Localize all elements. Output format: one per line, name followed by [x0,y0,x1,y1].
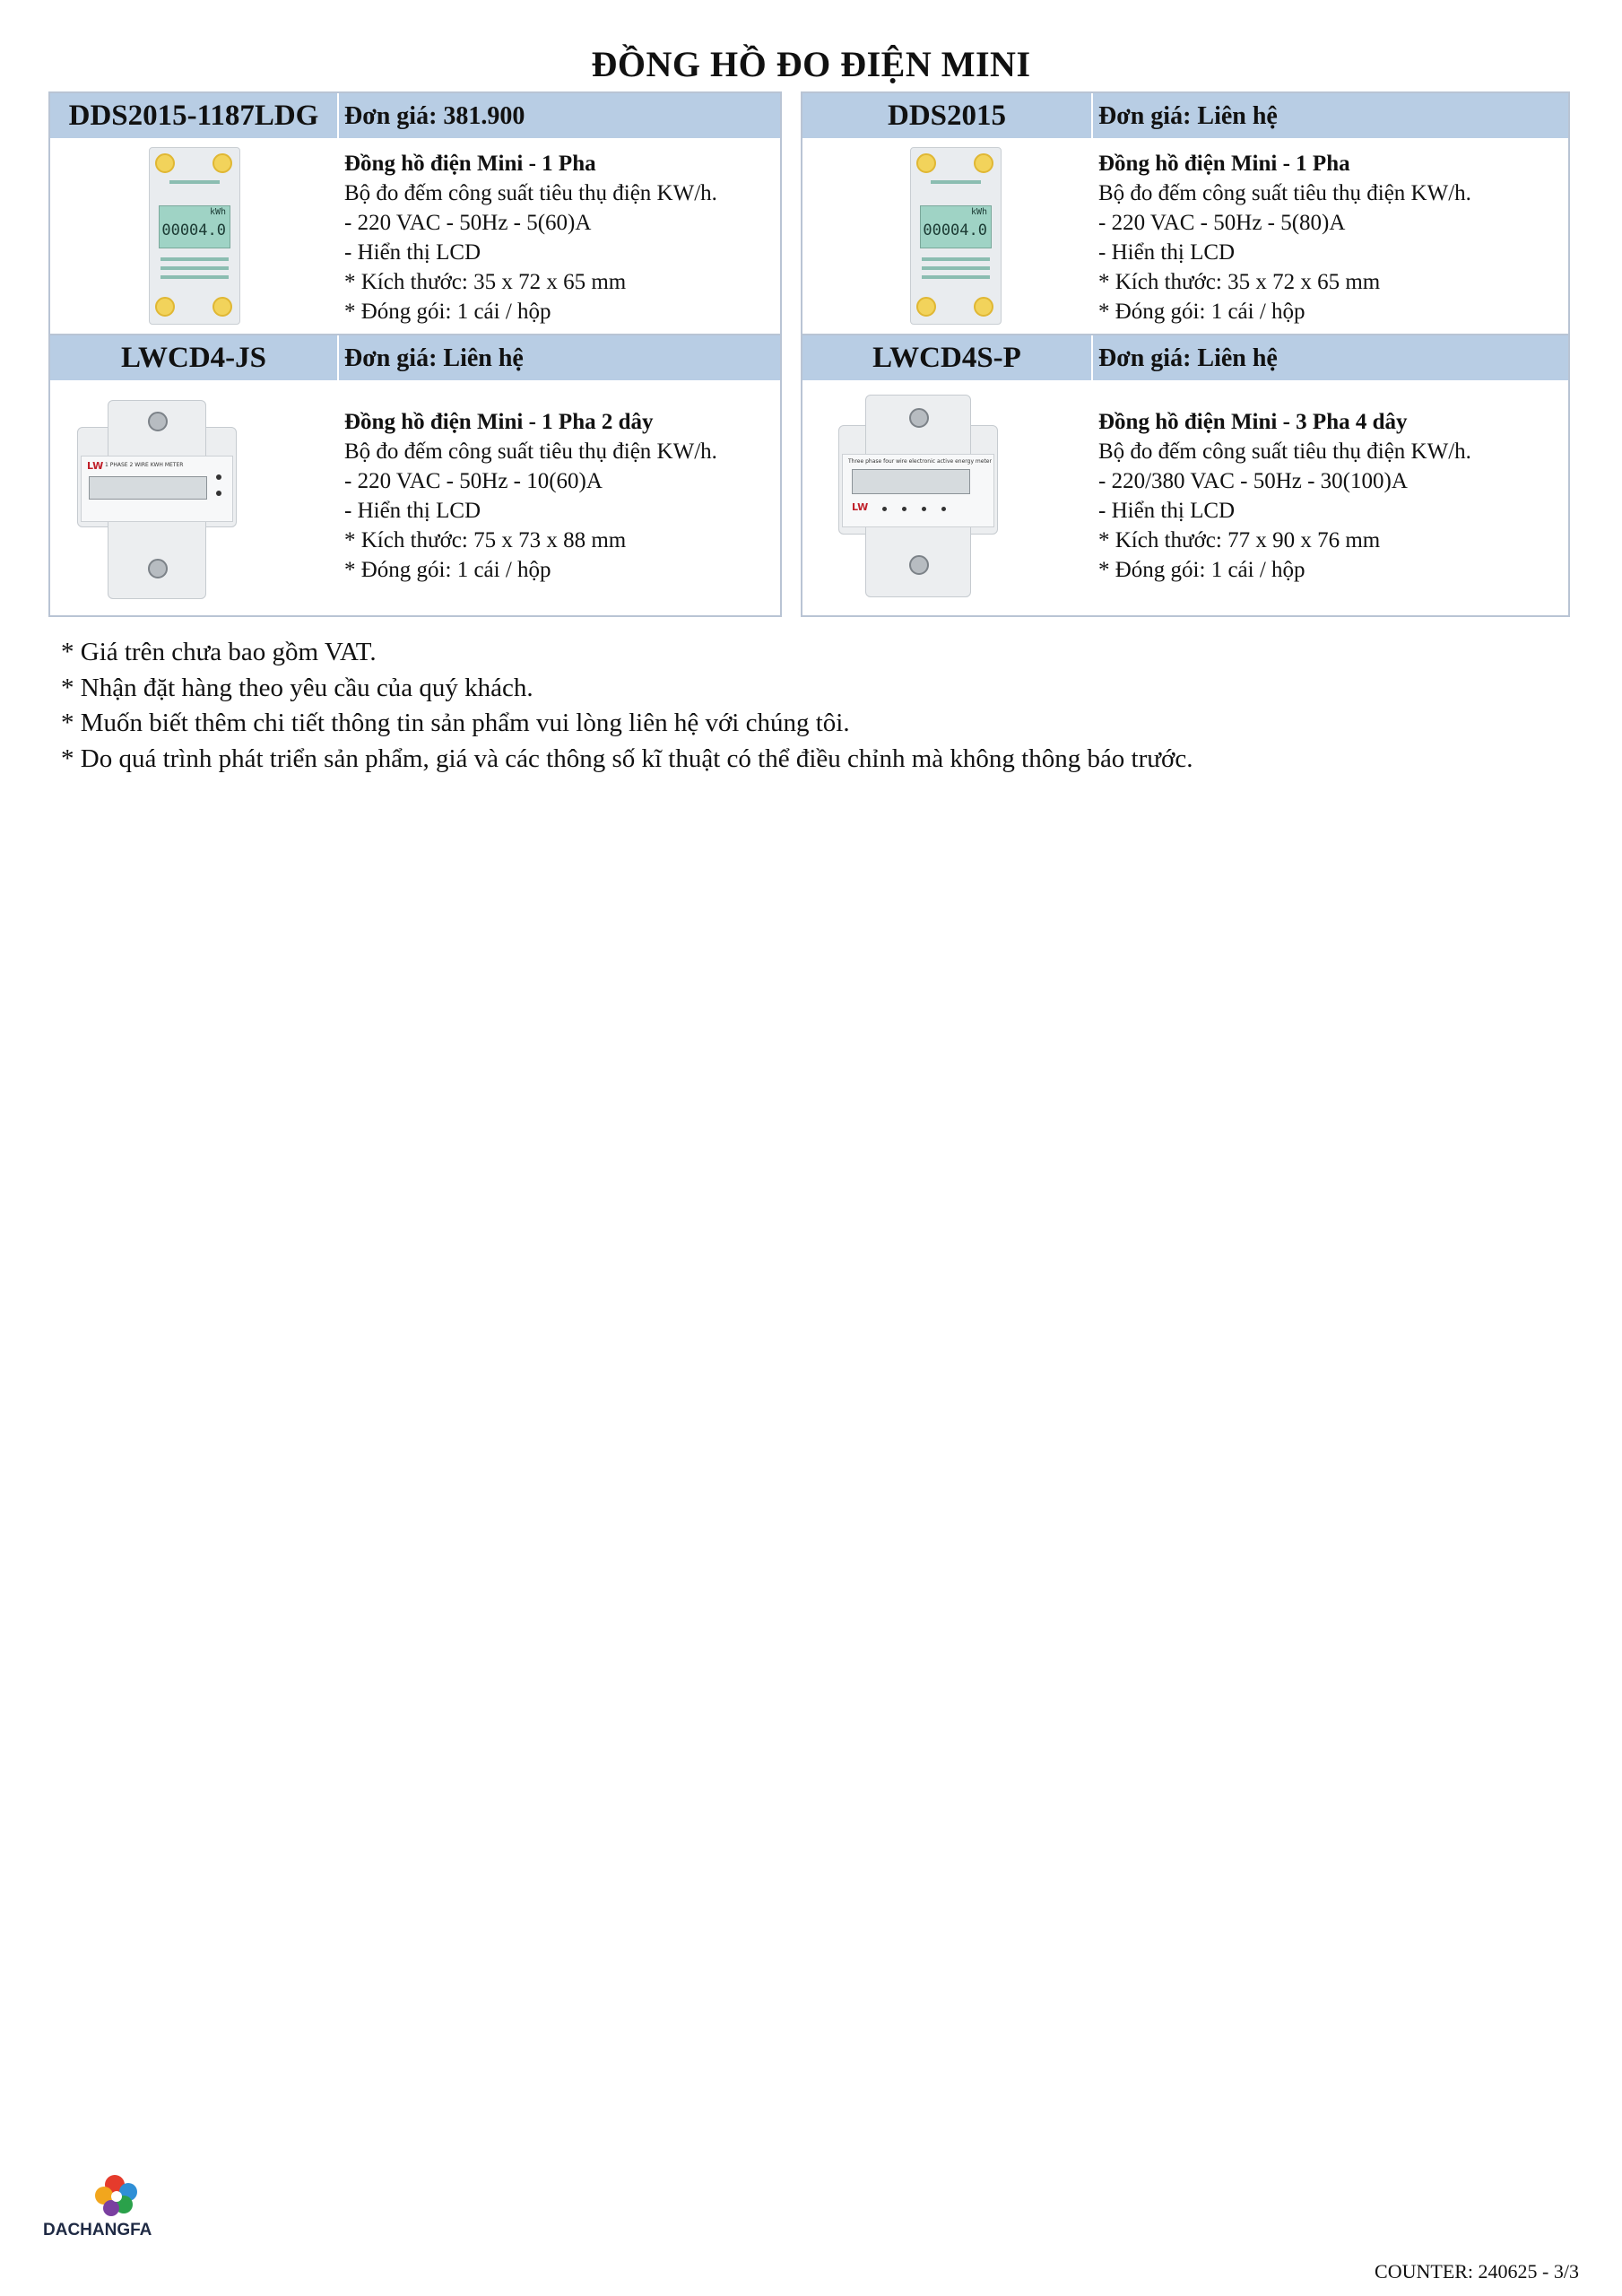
note-line: * Nhận đặt hàng theo yêu cầu của quý khách. [61,673,533,702]
product-model: LWCD4-JS [50,335,339,380]
desc-line: Đồng hồ điện Mini - 3 Pha 4 dây [1098,410,1408,434]
product-model: DDS2015-1187LDG [50,93,339,138]
desc-line: - 220 VAC - 50Hz - 10(60)A [344,469,603,493]
desc-line: * Đóng gói: 1 cái / hộp [1098,300,1305,324]
product-price: Đơn giá: Liên hệ [1098,344,1278,372]
notes [61,635,1193,777]
desc-line: * Đóng gói: 1 cái / hộp [344,558,551,582]
product-card-dds2015-1187ldg [48,91,782,335]
product-price: Đơn giá: Liên hệ [1098,102,1278,130]
desc-line: - 220 VAC - 50Hz - 5(60)A [344,211,592,235]
desc-line: Bộ đo đếm công suất tiêu thụ điện KW/h. [344,439,717,464]
din-rail-meter-1p-icon [901,147,1009,326]
desc-line: Đồng hồ điện Mini - 1 Pha 2 dây [344,410,654,434]
lcd-value: 00004.0 [923,222,987,239]
page-title: ĐỒNG HỒ ĐO ĐIỆN MINI [591,44,1031,84]
lcd-unit: kWh [209,207,226,217]
din-rail-meter-wide-icon: LW 1 PHASE 2 WIRE KWH METER [77,400,239,597]
desc-line: Đồng hồ điện Mini - 1 Pha [1098,152,1350,176]
page-counter: COUNTER: 240625 - 3/3 [1375,2260,1579,2283]
product-description [1098,149,1471,326]
lcd-unit: kWh [970,207,987,217]
product-card-lwcd4s-p [801,334,1570,617]
desc-line: - Hiển thị LCD [1098,240,1236,265]
logo-text: DACHANGFA [43,2221,152,2239]
desc-line: - 220/380 VAC - 50Hz - 30(100)A [1098,469,1408,493]
note-line: * Do quá trình phát triển sản phẩm, giá và các thông số kĩ thuật có thể điều chỉnh mà không thông báo trước. [61,744,1193,773]
desc-line: * Đóng gói: 1 cái / hộp [1098,558,1305,582]
desc-line: * Kích thước: 35 x 72 x 65 mm [344,270,627,294]
product-description [1098,407,1471,585]
product-model: LWCD4S-P [802,335,1093,380]
din-rail-meter-3p-icon: Three phase four wire electronic active energy meter LW [838,395,1000,596]
product-description [344,149,717,326]
desc-line: * Đóng gói: 1 cái / hộp [344,300,551,324]
desc-line: Bộ đo đếm công suất tiêu thụ điện KW/h. [1098,439,1471,464]
din-rail-meter-1p-icon [140,147,247,326]
note-line: * Muốn biết thêm chi tiết thông tin sản phẩm vui lòng liên hệ với chúng tôi. [61,709,850,737]
desc-line: Bộ đo đếm công suất tiêu thụ điện KW/h. [1098,181,1471,205]
meter-panel-text: Three phase four wire electronic active energy meter [848,458,992,465]
desc-line: * Kích thước: 75 x 73 x 88 mm [344,528,627,552]
desc-line: * Kích thước: 77 x 90 x 76 mm [1098,528,1381,552]
dachangfa-logo-icon [43,2170,195,2242]
product-price: Đơn giá: 381.900 [344,102,525,130]
product-price: Đơn giá: Liên hệ [344,344,524,372]
note-line: * Giá trên chưa bao gồm VAT. [61,638,377,666]
product-model: DDS2015 [802,93,1093,138]
desc-line: - Hiển thị LCD [344,499,481,523]
desc-line: Đồng hồ điện Mini - 1 Pha [344,152,596,176]
desc-line: - 220 VAC - 50Hz - 5(80)A [1098,211,1346,235]
product-description [344,407,717,585]
lcd-value: 00004.0 [161,222,226,239]
desc-line: - Hiển thị LCD [1098,499,1236,523]
meter-panel-text: 1 PHASE 2 WIRE KWH METER [105,462,184,468]
desc-line: - Hiển thị LCD [344,240,481,265]
product-card-lwcd4-js [48,334,782,617]
desc-line: Bộ đo đếm công suất tiêu thụ điện KW/h. [344,181,717,205]
product-card-dds2015 [801,91,1570,335]
desc-line: * Kích thước: 35 x 72 x 65 mm [1098,270,1381,294]
